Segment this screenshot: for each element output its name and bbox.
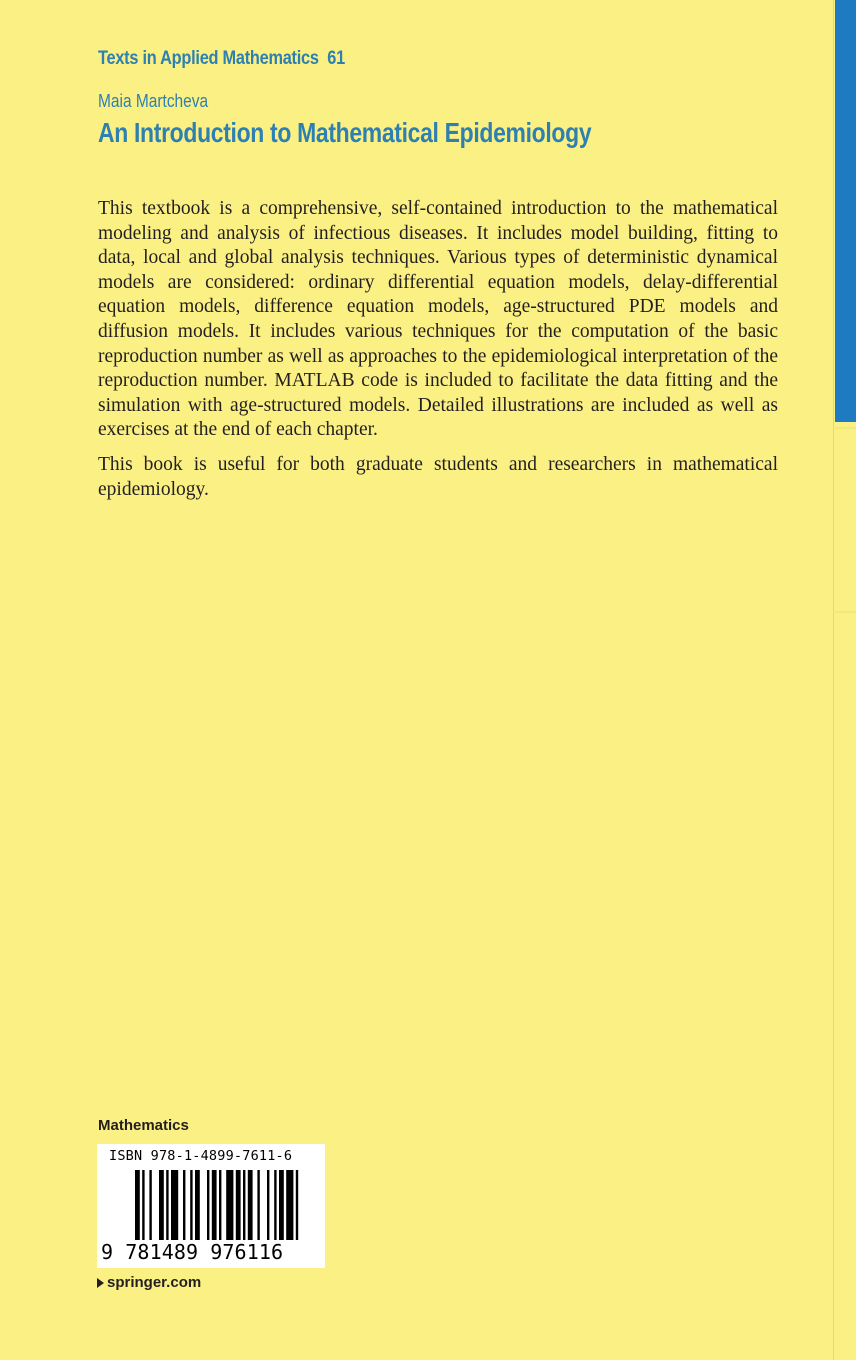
- barcode-bar: [195, 1170, 200, 1240]
- barcode-bar: [226, 1170, 233, 1240]
- series-title: [98, 48, 345, 70]
- spine-blue-band: [835, 0, 856, 422]
- barcode-bar: [207, 1170, 209, 1240]
- barcode-bar: [171, 1170, 178, 1240]
- arrow-right-icon: [97, 1278, 104, 1288]
- barcode-bar: [212, 1170, 217, 1240]
- barcode-bar: [267, 1170, 269, 1240]
- isbn-barcode: [97, 1144, 325, 1268]
- book-title: An Introduction to Mathematical Epidemiology: [98, 117, 592, 148]
- barcode-bar: [296, 1170, 298, 1240]
- publisher-link[interactable]: [97, 1274, 201, 1291]
- barcode-bar: [159, 1170, 164, 1240]
- barcode-bar: [243, 1170, 245, 1240]
- barcode-bar: [142, 1170, 144, 1240]
- barcode-bar: [248, 1170, 253, 1240]
- barcode-bars: [97, 1170, 325, 1250]
- ean-digits: 9 781489 976116: [101, 1240, 284, 1264]
- spine-divider: [835, 427, 856, 429]
- barcode-bar: [286, 1170, 293, 1240]
- spine-divider: [835, 611, 856, 613]
- series-name: Texts in Applied Mathematics: [98, 48, 319, 69]
- series-number: 61: [327, 48, 345, 69]
- subject-category: Mathematics: [98, 1117, 189, 1134]
- barcode-bar: [279, 1170, 284, 1240]
- barcode-bar: [149, 1170, 151, 1240]
- barcode-bar: [135, 1170, 140, 1240]
- barcode-bar: [236, 1170, 241, 1240]
- isbn-label: ISBN 978-1-4899-7611-6: [109, 1148, 293, 1164]
- barcode-bar: [274, 1170, 276, 1240]
- barcode-bar: [190, 1170, 192, 1240]
- spine-strip: [833, 0, 856, 1360]
- book-description: [98, 197, 778, 512]
- publisher-url: springer.com: [107, 1274, 202, 1291]
- description-paragraph: This textbook is a comprehensive, self-contained introduction to the mathematical modeling and analysis of infectious diseases. It includes model building, fitting to data, local and global analysis techniques. Various types of deterministic dynamical models are considered: ordinary differential equation models, delay-differential equation models, difference equation models, age-structured PDE models and diffusion models. It includes various techniques for the computation of the basic reproduction number as well as approaches to the epidemiological interpretation of the reproduction number. MATLAB code is included to facilitate the data fitting and the simulation with age-structured models. Detailed illustrations are included as well as exercises at the end of each chapter.: [98, 198, 778, 441]
- author-name: Maia Martcheva: [98, 91, 209, 111]
- barcode-bar: [219, 1170, 221, 1240]
- barcode-bar: [183, 1170, 185, 1240]
- barcode-bar: [257, 1170, 259, 1240]
- barcode-bar: [166, 1170, 168, 1240]
- description-paragraph: This book is useful for both graduate students and researchers in mathematical epidemiology.: [98, 453, 778, 500]
